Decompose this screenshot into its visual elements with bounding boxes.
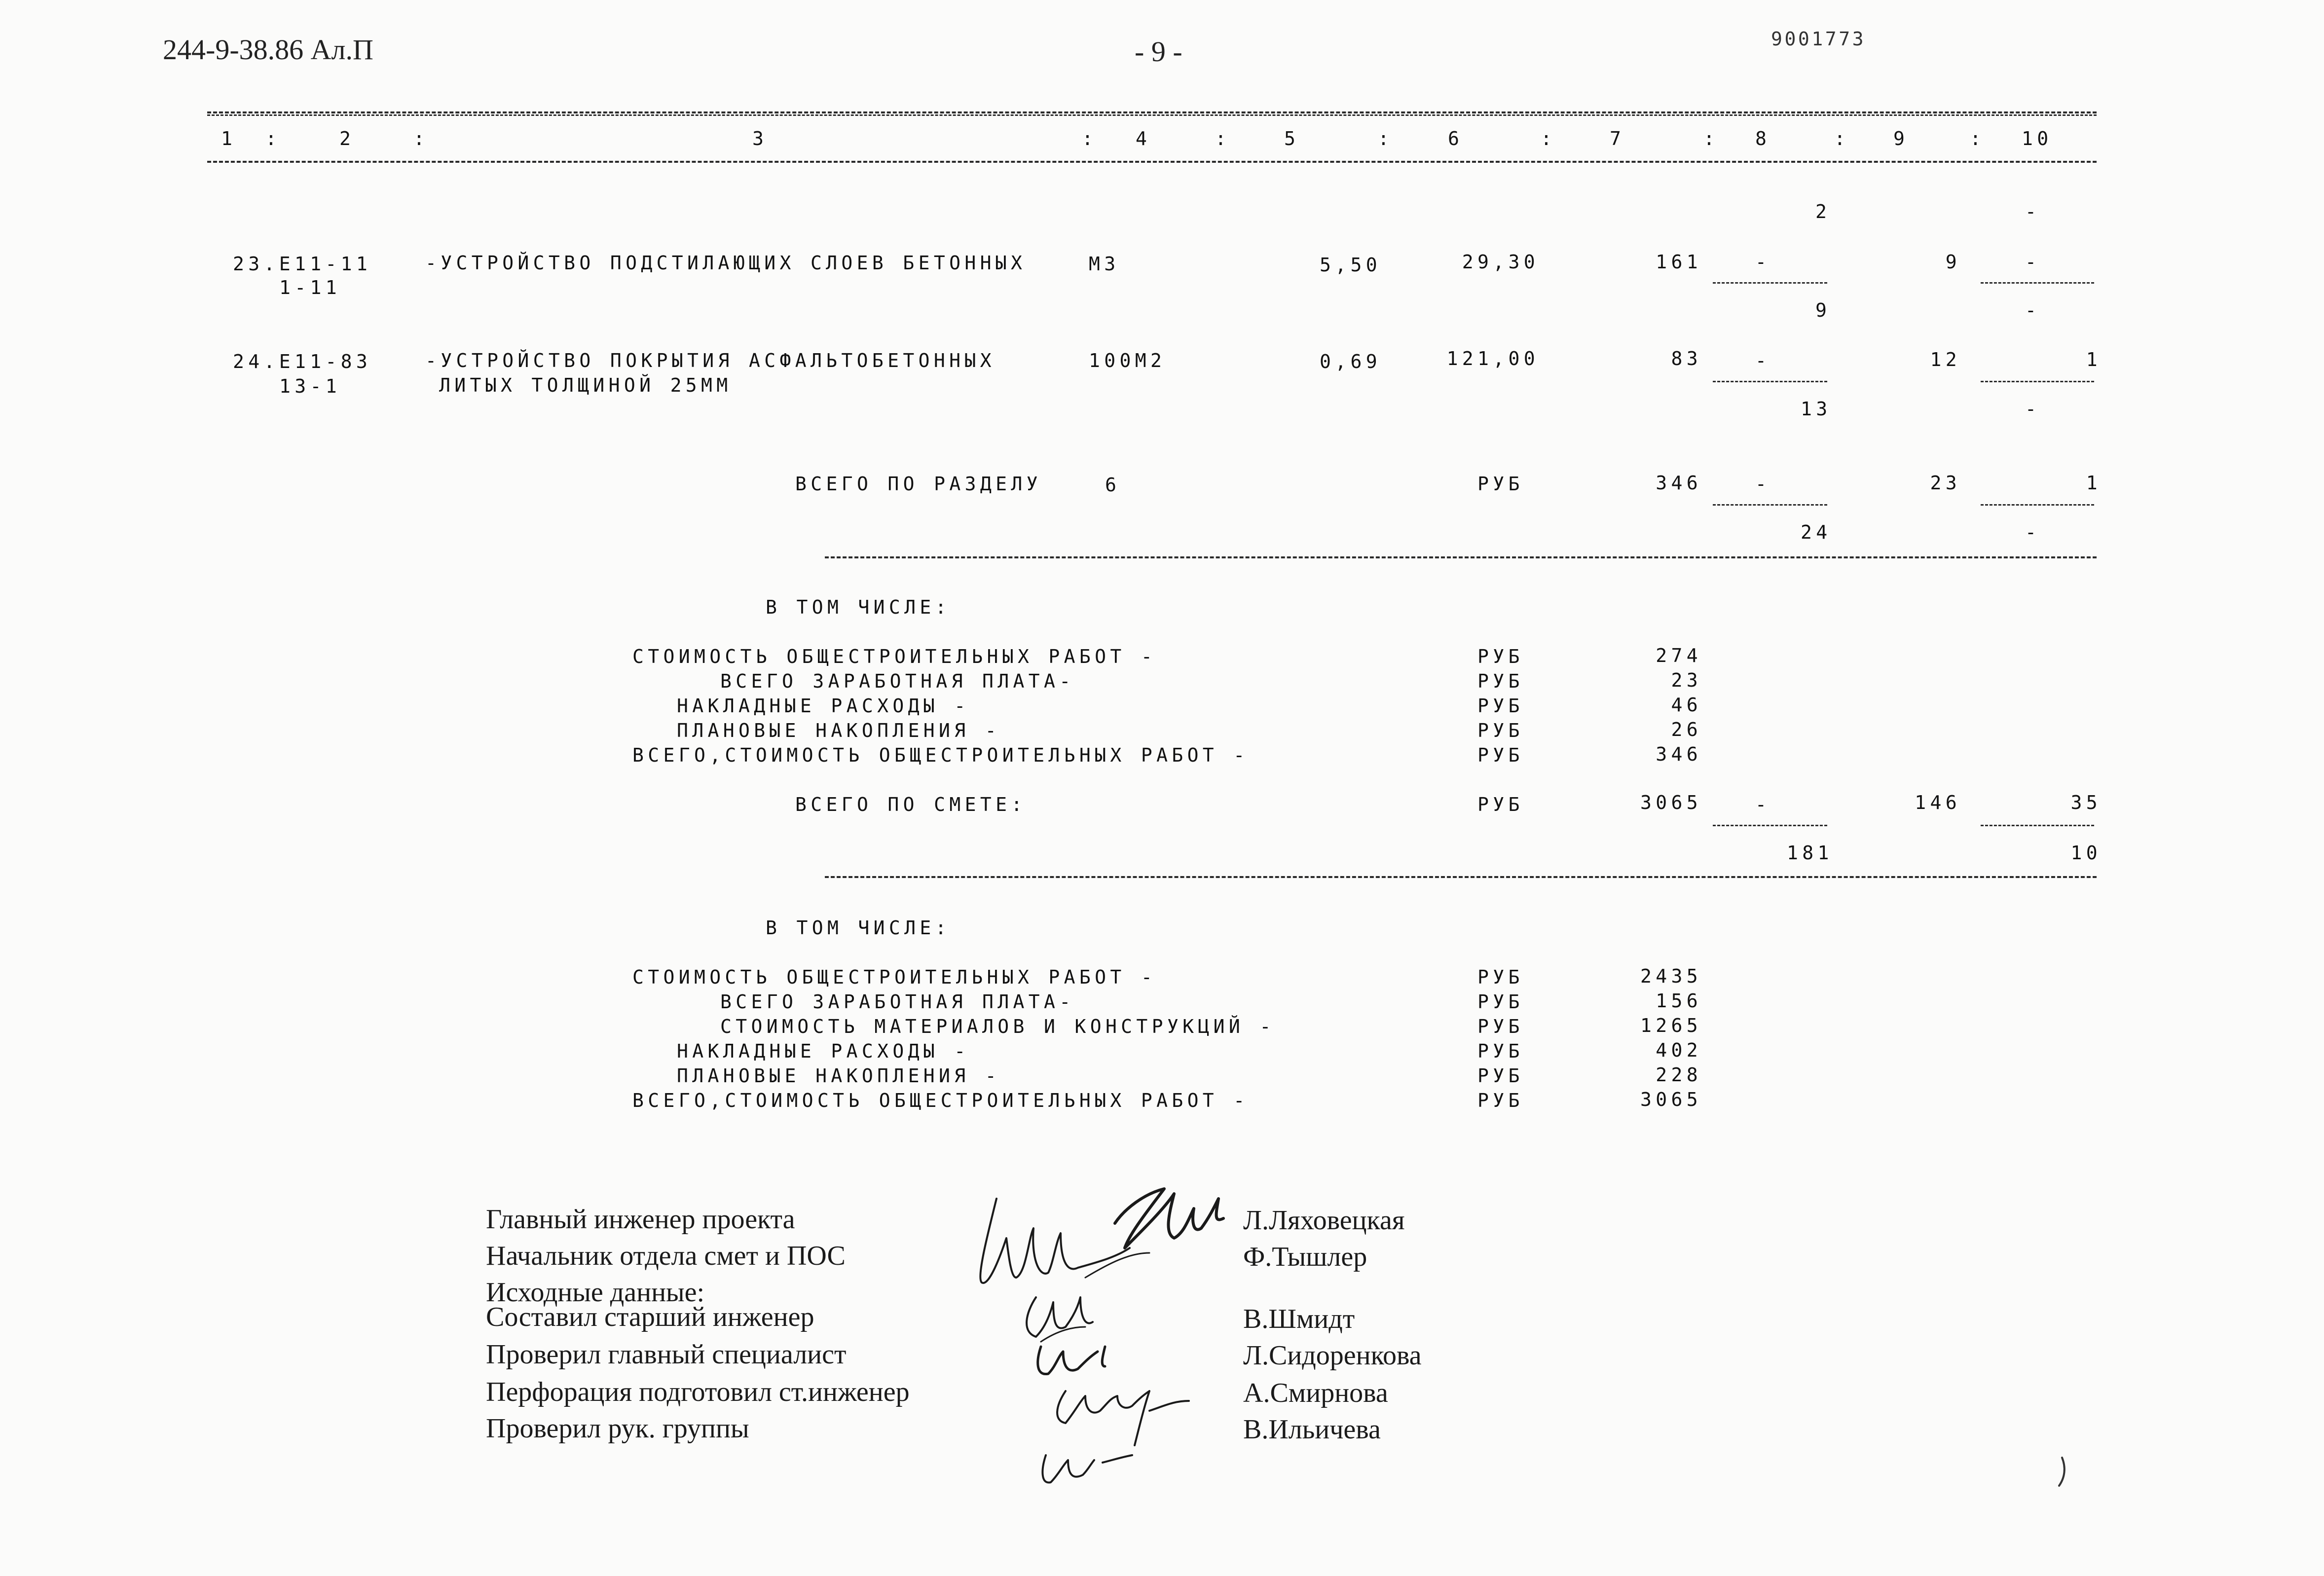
column-separator: :: [1215, 128, 1231, 149]
column-number: 10: [2022, 128, 2053, 149]
breakdown-value: 2435: [1640, 965, 1702, 987]
col10-fraction-rule: [1981, 825, 2094, 826]
document-code: 244-9-38.86 Ал.П: [163, 34, 373, 66]
row-code: 23.Е11-11: [233, 253, 372, 275]
col10-fraction-rule: [1981, 504, 2094, 506]
breakdown-label: ВСЕГО,СТОИМОСТЬ ОБЩЕСТРОИТЕЛЬНЫХ РАБОТ -: [632, 1090, 1249, 1111]
breakdown-value: 274: [1656, 645, 1702, 666]
breakdown-unit: РУБ: [1477, 695, 1524, 717]
row-description-cont: ЛИТЫХ ТОЛЩИНОЙ 25ММ: [439, 374, 732, 396]
section-divider: [825, 556, 2097, 558]
row-total: 161: [1656, 251, 1702, 273]
carry-col8: 2: [1815, 201, 1831, 222]
column-separator: :: [1834, 128, 1850, 149]
section-breakdown-heading: В ТОМ ЧИСЛЕ:: [766, 596, 951, 618]
breakdown-unit: РУБ: [1477, 720, 1524, 741]
column-number: 9: [1893, 128, 1909, 149]
breakdown-label: СТОИМОСТЬ ОБЩЕСТРОИТЕЛЬНЫХ РАБОТ -: [632, 646, 1157, 667]
column-separator: :: [413, 128, 429, 149]
section-number: 6: [1105, 474, 1121, 496]
breakdown-label: СТОИМОСТЬ МАТЕРИАЛОВ И КОНСТРУКЦИЙ -: [720, 1016, 1275, 1037]
row-col8-bottom: 9: [1815, 299, 1831, 321]
col8-fraction-rule: [1713, 825, 1827, 826]
estimate-col8-bottom: 181: [1787, 842, 1833, 864]
column-number: 4: [1136, 128, 1151, 149]
column-separator: :: [265, 128, 281, 149]
row-col10-bottom: -: [2025, 398, 2041, 420]
breakdown-value: 23: [1671, 669, 1702, 691]
section-total-unit: РУБ: [1477, 473, 1524, 495]
column-number: 1: [221, 128, 237, 149]
breakdown-value: 156: [1656, 990, 1702, 1012]
name-lyakhovetskaya: Л.Ляховецкая: [1243, 1205, 1405, 1236]
row-col8-top: -: [1755, 350, 1771, 371]
column-number: 5: [1284, 128, 1300, 149]
breakdown-value: 228: [1656, 1064, 1702, 1086]
estimate-col10-bottom: 10: [2070, 842, 2102, 864]
estimate-col9: 146: [1915, 792, 1961, 813]
column-number: 2: [339, 128, 355, 149]
name-ilyicheva: В.Ильичева: [1243, 1414, 1381, 1445]
breakdown-label: ПЛАНОВЫЕ НАКОПЛЕНИЯ -: [677, 1065, 1000, 1087]
column-number: 3: [752, 128, 768, 149]
role-source-data: Исходные данные:: [486, 1277, 705, 1308]
row-col9: 12: [1930, 349, 1961, 370]
estimate-total-value: 3065: [1640, 792, 1702, 813]
row-col8-bottom: 13: [1801, 398, 1832, 420]
breakdown-unit: РУБ: [1477, 991, 1524, 1013]
breakdown-label: НАКЛАДНЫЕ РАСХОДЫ -: [677, 695, 970, 717]
breakdown-label: ВСЕГО ЗАРАБОТНАЯ ПЛАТА-: [720, 991, 1075, 1013]
section-total-value: 346: [1656, 472, 1702, 494]
row-unit: 100М2: [1089, 350, 1166, 371]
row-unit: М3: [1089, 253, 1120, 275]
row-code-sub: 13-1: [279, 375, 341, 397]
name-sidorenkova: Л.Сидоренкова: [1243, 1340, 1422, 1371]
breakdown-value: 402: [1656, 1039, 1702, 1061]
column-separator: :: [1541, 128, 1556, 149]
section-col8-top: -: [1755, 473, 1771, 495]
section-col9: 23: [1930, 472, 1961, 494]
row-quantity: 0,69: [1320, 351, 1381, 372]
role-perforation: Перфорация подготовил ст.инженер: [486, 1377, 910, 1407]
column-separator: :: [1378, 128, 1394, 149]
breakdown-label: СТОИМОСТЬ ОБЩЕСТРОИТЕЛЬНЫХ РАБОТ -: [632, 966, 1157, 988]
handwritten-signatures: [967, 1179, 1243, 1495]
breakdown-unit: РУБ: [1477, 646, 1524, 667]
column-number: 8: [1755, 128, 1771, 149]
row-col9: 9: [1945, 251, 1961, 273]
section-col10-top: 1: [2086, 472, 2102, 494]
header-rule-bottom: [207, 161, 2097, 163]
row-price: 121,00: [1446, 348, 1539, 369]
estimate-col10-top: 35: [2070, 792, 2102, 813]
breakdown-value: 346: [1656, 743, 1702, 765]
column-number: 7: [1610, 128, 1625, 149]
estimate-total-unit: РУБ: [1477, 794, 1524, 815]
column-separator: :: [1703, 128, 1719, 149]
name-tyshler: Ф.Тышлер: [1243, 1242, 1367, 1272]
page-number: - 9 -: [1135, 36, 1182, 68]
breakdown-label: ВСЕГО,СТОИМОСТЬ ОБЩЕСТРОИТЕЛЬНЫХ РАБОТ -: [632, 744, 1249, 766]
section-col8-bottom: 24: [1801, 521, 1832, 543]
breakdown-unit: РУБ: [1477, 670, 1524, 692]
breakdown-unit: РУБ: [1477, 1065, 1524, 1087]
row-code: 24.Е11-83: [233, 351, 372, 372]
row-description: -УСТРОЙСТВО ПОДСТИЛАЮЩИХ СЛОЕВ БЕТОННЫХ: [425, 252, 1027, 274]
breakdown-value: 1265: [1640, 1015, 1702, 1036]
section-col10-bottom: -: [2025, 521, 2041, 543]
col8-fraction-rule: [1713, 504, 1827, 506]
breakdown-value: 26: [1671, 719, 1702, 740]
carry-col10: -: [2025, 201, 2041, 222]
row-col8-top: -: [1755, 251, 1771, 273]
row-col10-bottom: -: [2025, 299, 2041, 321]
breakdown-label: ВСЕГО ЗАРАБОТНАЯ ПЛАТА-: [720, 670, 1075, 692]
breakdown-unit: РУБ: [1477, 1016, 1524, 1037]
row-col10-top: 1: [2086, 349, 2102, 370]
breakdown-value: 3065: [1640, 1089, 1702, 1110]
role-chief-engineer: Главный инженер проекта: [486, 1204, 795, 1235]
role-group-head: Проверил рук. группы: [486, 1413, 749, 1444]
name-shmidt: В.Шмидт: [1243, 1304, 1355, 1334]
estimate-total-label: ВСЕГО ПО СМЕТЕ:: [795, 794, 1027, 815]
row-price: 29,30: [1462, 251, 1539, 273]
role-estimates-head: Начальник отдела смет и ПОС: [486, 1241, 846, 1271]
breakdown-label: ПЛАНОВЫЕ НАКОПЛЕНИЯ -: [677, 720, 1000, 741]
breakdown-unit: РУБ: [1477, 1040, 1524, 1062]
col10-fraction-rule: [1981, 381, 2094, 382]
role-checked-by: Проверил главный специалист: [486, 1339, 847, 1370]
column-separator: :: [1970, 128, 1986, 149]
header-rule-top: [207, 111, 2097, 113]
breakdown-unit: РУБ: [1477, 744, 1524, 766]
column-separator: :: [1082, 128, 1098, 149]
col10-fraction-rule: [1981, 282, 2094, 284]
breakdown-label: НАКЛАДНЫЕ РАСХОДЫ -: [677, 1040, 970, 1062]
row-description: -УСТРОЙСТВО ПОКРЫТИЯ АСФАЛЬТОБЕТОННЫХ: [425, 350, 996, 371]
row-quantity: 5,50: [1320, 254, 1381, 276]
breakdown-value: 46: [1671, 694, 1702, 716]
column-number: 6: [1448, 128, 1464, 149]
estimate-col8-top: -: [1755, 794, 1771, 815]
margin-mark: [2052, 1455, 2072, 1490]
archive-stamp-number: 9001773: [1771, 28, 1866, 50]
estimate-breakdown-heading: В ТОМ ЧИСЛЕ:: [766, 917, 951, 939]
row-col10-top: -: [2025, 251, 2041, 273]
breakdown-unit: РУБ: [1477, 1090, 1524, 1111]
row-code-sub: 1-11: [279, 277, 341, 298]
name-smirnova: А.Смирнова: [1243, 1378, 1388, 1408]
section-total-label: ВСЕГО ПО РАЗДЕЛУ: [795, 473, 1042, 495]
row-total: 83: [1671, 348, 1702, 369]
col8-fraction-rule: [1713, 282, 1827, 284]
estimate-divider: [825, 876, 2097, 878]
breakdown-unit: РУБ: [1477, 966, 1524, 988]
col8-fraction-rule: [1713, 381, 1827, 382]
header-rule-top-double: [207, 114, 2097, 116]
role-compiled-by: Составил старший инженер: [486, 1302, 814, 1332]
